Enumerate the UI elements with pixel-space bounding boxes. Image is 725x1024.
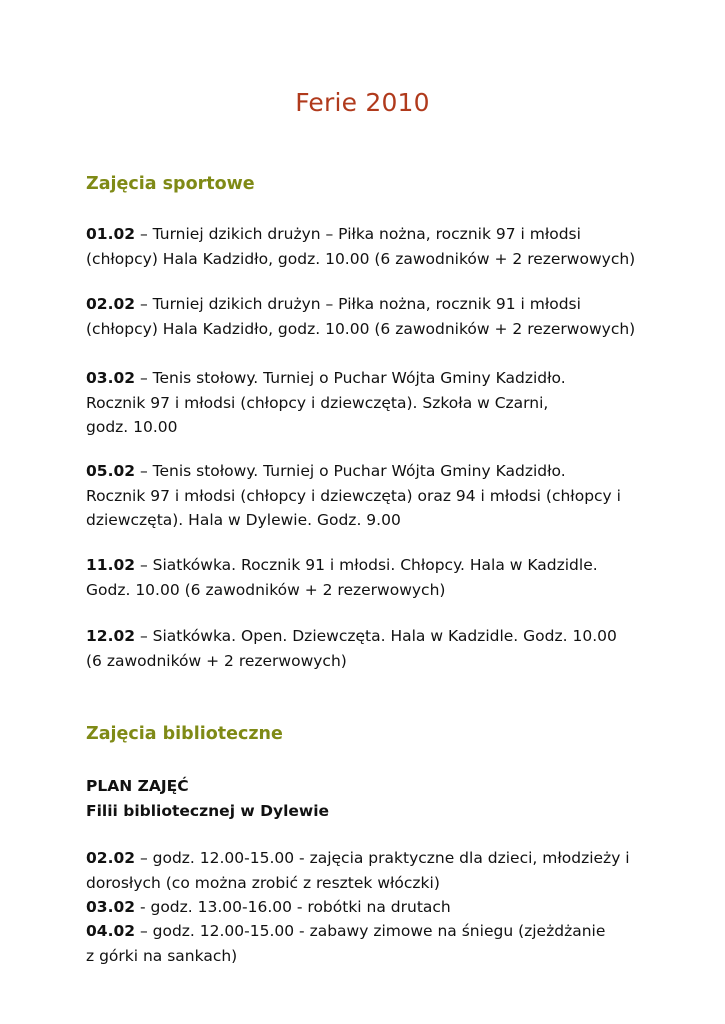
sports-entry [86,553,666,602]
entry-text: - godz. 13.00-16.00 - robótki na drutach [135,898,451,916]
entry-date: 01.02 [86,225,136,243]
entry-line: dorosłych (co można zrobić z resztek włóczki) [86,873,440,892]
sports-entry [86,459,666,533]
entry-line: Godz. 10.00 (6 zawodników + 2 rezerwowych) [86,580,446,599]
entry-line [86,895,666,920]
entry-line: (chłopcy) Hala Kadzidło, godz. 10.00 (6 zawodników + 2 rezerwowych) [86,249,636,268]
entry-date: 02.02 [86,295,136,313]
entry-date: 11.02 [86,556,136,574]
entry-line [86,846,666,871]
entry-text: – Tenis stołowy. Turniej o Puchar Wójta Gminy Kadzidło. [135,369,566,387]
entry-date: 12.02 [86,627,136,645]
sports-entry [86,292,666,341]
entry-date: 04.02 [86,922,136,940]
sports-entry [86,624,666,673]
entry-text: – Siatkówka. Rocznik 91 i młodsi. Chłopcy. Hala w Kadzidle. [135,556,598,574]
entry-line [86,624,666,649]
plan-title: PLAN ZAJĘĆ [86,777,189,795]
library-entry [86,919,666,968]
library-entry [86,846,666,895]
entry-text: – Tenis stołowy. Turniej o Puchar Wójta Gminy Kadzidło. [135,462,566,480]
sports-entry [86,366,666,440]
entry-text: – godz. 12.00-15.00 - zajęcia praktyczne dla dzieci, młodzieży i [135,849,630,867]
entry-text: – Siatkówka. Open. Dziewczęta. Hala w Kadzidle. Godz. 10.00 [135,627,617,645]
section-heading-library: Zajęcia biblioteczne [86,724,283,744]
entry-date: 05.02 [86,462,136,480]
entry-date: 02.02 [86,849,136,867]
entry-date: 03.02 [86,898,136,916]
entry-line: dziewczęta). Hala w Dylewie. Godz. 9.00 [86,511,401,529]
entry-line: godz. 10.00 [86,418,178,436]
entry-line [86,919,666,944]
entry-line: Rocznik 97 i młodsi (chłopcy i dziewczęta) oraz 94 i młodsi (chłopcy i [86,486,621,505]
entry-line: z górki na sankach) [86,946,238,965]
entry-line [86,292,666,317]
entry-line: (chłopcy) Hala Kadzidło, godz. 10.00 (6 zawodników + 2 rezerwowych) [86,319,636,338]
entry-date: 03.02 [86,369,136,387]
entry-line: (6 zawodników + 2 rezerwowych) [86,651,347,670]
entry-line [86,222,666,247]
entry-line: Rocznik 97 i młodsi (chłopcy i dziewczęta). Szkoła w Czarni, [86,393,549,412]
section-heading-sports: Zajęcia sportowe [86,174,255,194]
entry-line [86,366,666,391]
entry-text: – Turniej dzikich drużyn – Piłka nożna, rocznik 91 i młodsi [135,295,581,313]
entry-text: – godz. 12.00-15.00 - zabawy zimowe na śniegu (zjeżdżanie [135,922,606,940]
entry-line [86,553,666,578]
library-entry [86,895,666,920]
sports-entry [86,222,666,271]
plan-subtitle: Filii bibliotecznej w Dylewie [86,802,330,820]
page-title: Ferie 2010 [295,88,430,117]
entry-text: – Turniej dzikich drużyn – Piłka nożna, rocznik 97 i młodsi [135,225,581,243]
entry-line [86,459,666,484]
